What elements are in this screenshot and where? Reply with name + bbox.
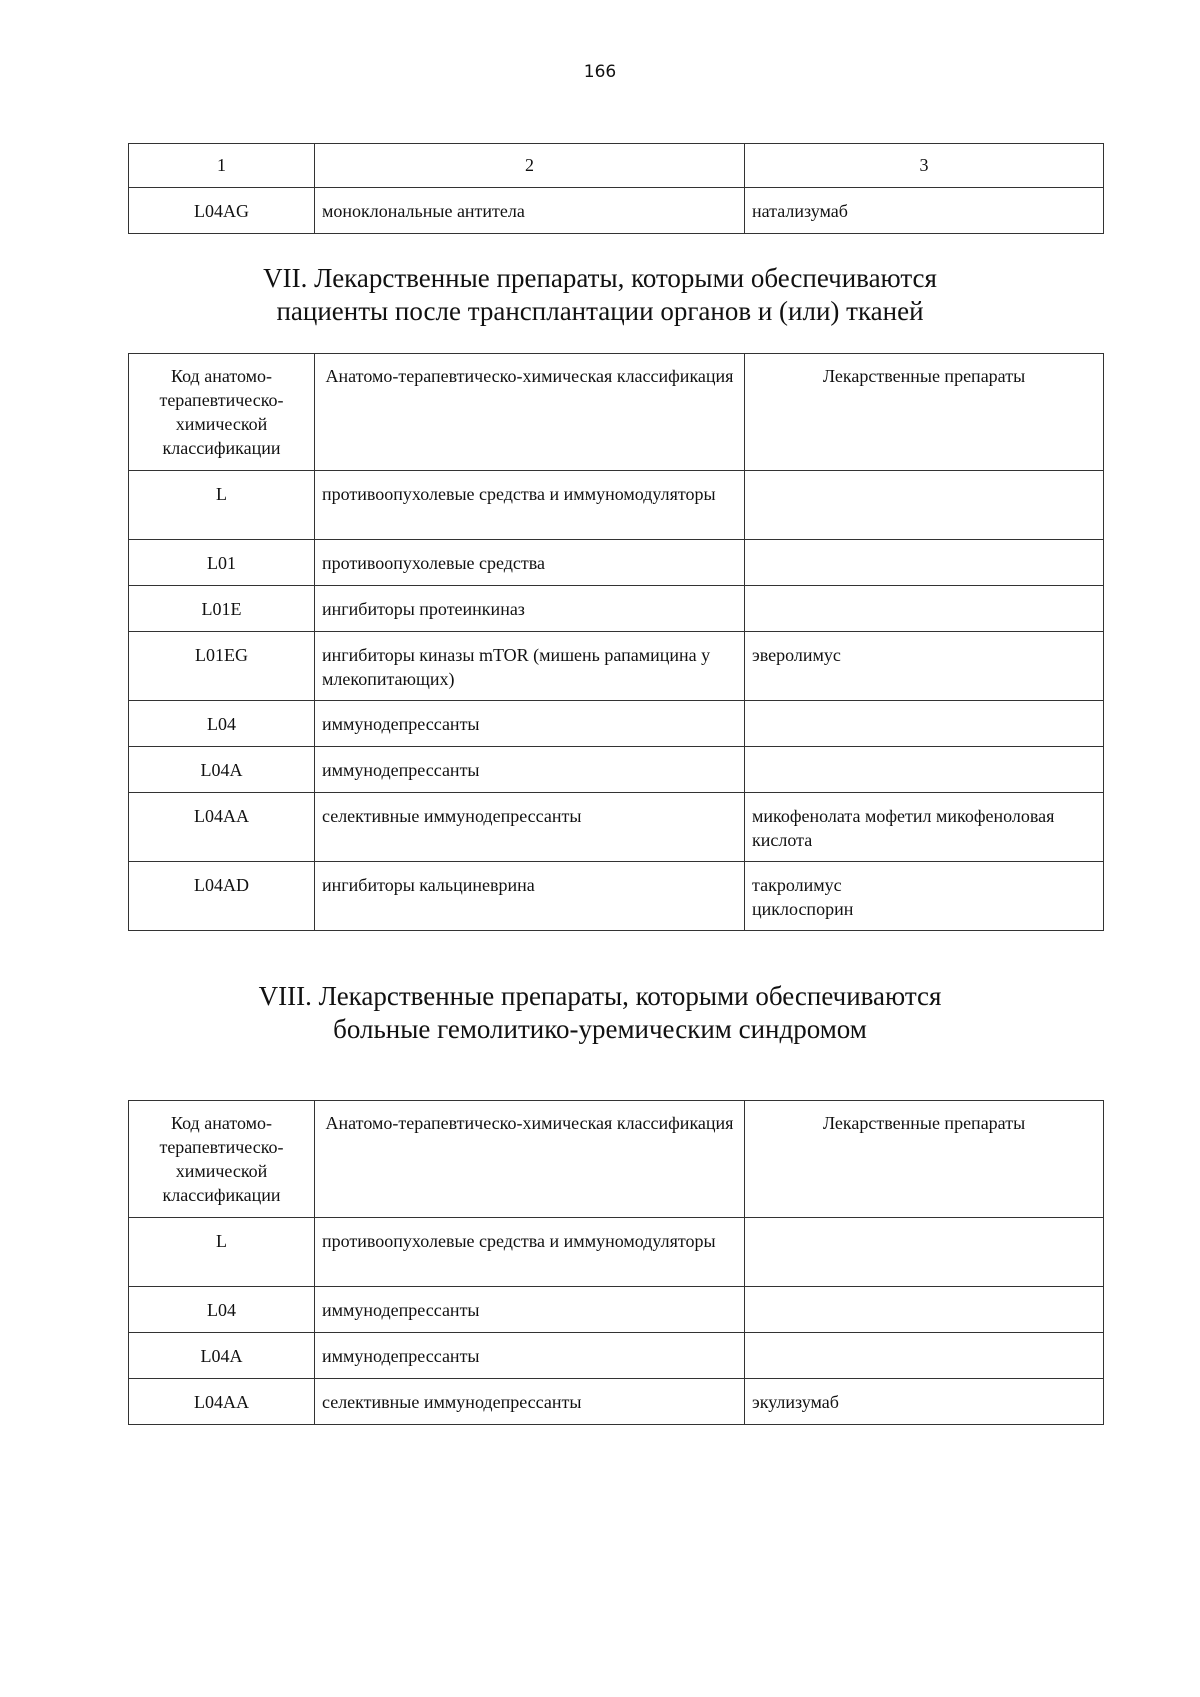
table-row [129,586,1104,632]
column-number-1: 1 [129,144,315,188]
table-row [129,1379,1104,1425]
drugs-cell: эверолимус [745,632,1104,701]
table-row [129,471,1104,540]
section-vii-table [128,353,1104,931]
classification-cell: селективные иммунодепрессанты [315,793,745,862]
drugs-cell: такролимус циклоспорин [745,862,1104,931]
atc-code-cell: L04A [129,1333,315,1379]
classification-cell: иммунодепрессанты [315,701,745,747]
header-classification: Анатомо-терапевтическо-химическая классификация [315,1101,745,1218]
table-row [129,1287,1104,1333]
drugs-cell [745,540,1104,586]
table-row [129,862,1104,931]
section-vii-title-line-2: пациенты после трансплантации органов и (или) тканей [276,296,924,326]
table-header-row [129,354,1104,471]
page-number: 166 [583,62,617,82]
header-classification: Анатомо-терапевтическо-химическая классификация [315,354,745,471]
table-row [129,540,1104,586]
section-vii-title [0,262,1200,328]
column-number-2: 2 [315,144,745,188]
classification-cell: ингибиторы протеинкиназ [315,586,745,632]
atc-code-cell: L [129,471,315,540]
classification-cell: противоопухолевые средства и иммуномодуляторы [315,471,745,540]
table-row [129,793,1104,862]
header-atc-code: Код анатомо-терапевтическо-химической классификации [129,1101,315,1218]
table-header-row [129,1101,1104,1218]
table-row [129,632,1104,701]
drugs-cell [745,1218,1104,1287]
header-drugs: Лекарственные препараты [745,354,1104,471]
atc-code-cell: L04 [129,1287,315,1333]
header-atc-code: Код анатомо-терапевтическо-химической классификации [129,354,315,471]
atc-code-cell: L01 [129,540,315,586]
table-header-row [129,144,1104,188]
table-row [129,1333,1104,1379]
section-viii-title [0,980,1200,1046]
classification-cell: моноклональные антитела [315,188,745,234]
atc-code-cell: L04AA [129,793,315,862]
drugs-cell: микофенолата мофетил микофеноловая кислота [745,793,1104,862]
drugs-cell: натализумаб [745,188,1104,234]
atc-code-cell: L [129,1218,315,1287]
section-vii-title-line-1: VII. Лекарственные препараты, которыми обеспечиваются [263,263,937,293]
section-viii-title-line-1: VIII. Лекарственные препараты, которыми обеспечиваются [258,981,942,1011]
drugs-cell [745,1333,1104,1379]
atc-code-cell: L01E [129,586,315,632]
drugs-cell [745,1287,1104,1333]
table-row [129,701,1104,747]
table-row [129,1218,1104,1287]
classification-cell: иммунодепрессанты [315,1333,745,1379]
drugs-cell [745,471,1104,540]
classification-cell: ингибиторы кальциневрина [315,862,745,931]
drugs-cell: экулизумаб [745,1379,1104,1425]
table-row [129,747,1104,793]
continuation-table [128,143,1104,234]
section-viii-table [128,1100,1104,1425]
atc-code-cell: L04AA [129,1379,315,1425]
atc-code-cell: L04 [129,701,315,747]
atc-code-cell: L04A [129,747,315,793]
column-number-3: 3 [745,144,1104,188]
atc-code-cell: L04AG [129,188,315,234]
classification-cell: селективные иммунодепрессанты [315,1379,745,1425]
classification-cell: противоопухолевые средства и иммуномодуляторы [315,1218,745,1287]
atc-code-cell: L04AD [129,862,315,931]
classification-cell: иммунодепрессанты [315,1287,745,1333]
drugs-cell [745,747,1104,793]
classification-cell: противоопухолевые средства [315,540,745,586]
drugs-cell [745,701,1104,747]
section-viii-title-line-2: больные гемолитико-уремическим синдромом [333,1014,867,1044]
table-row [129,188,1104,234]
classification-cell: иммунодепрессанты [315,747,745,793]
classification-cell: ингибиторы киназы mTOR (мишень рапамицина у млекопитающих) [315,632,745,701]
header-drugs: Лекарственные препараты [745,1101,1104,1218]
drugs-cell [745,586,1104,632]
atc-code-cell: L01EG [129,632,315,701]
